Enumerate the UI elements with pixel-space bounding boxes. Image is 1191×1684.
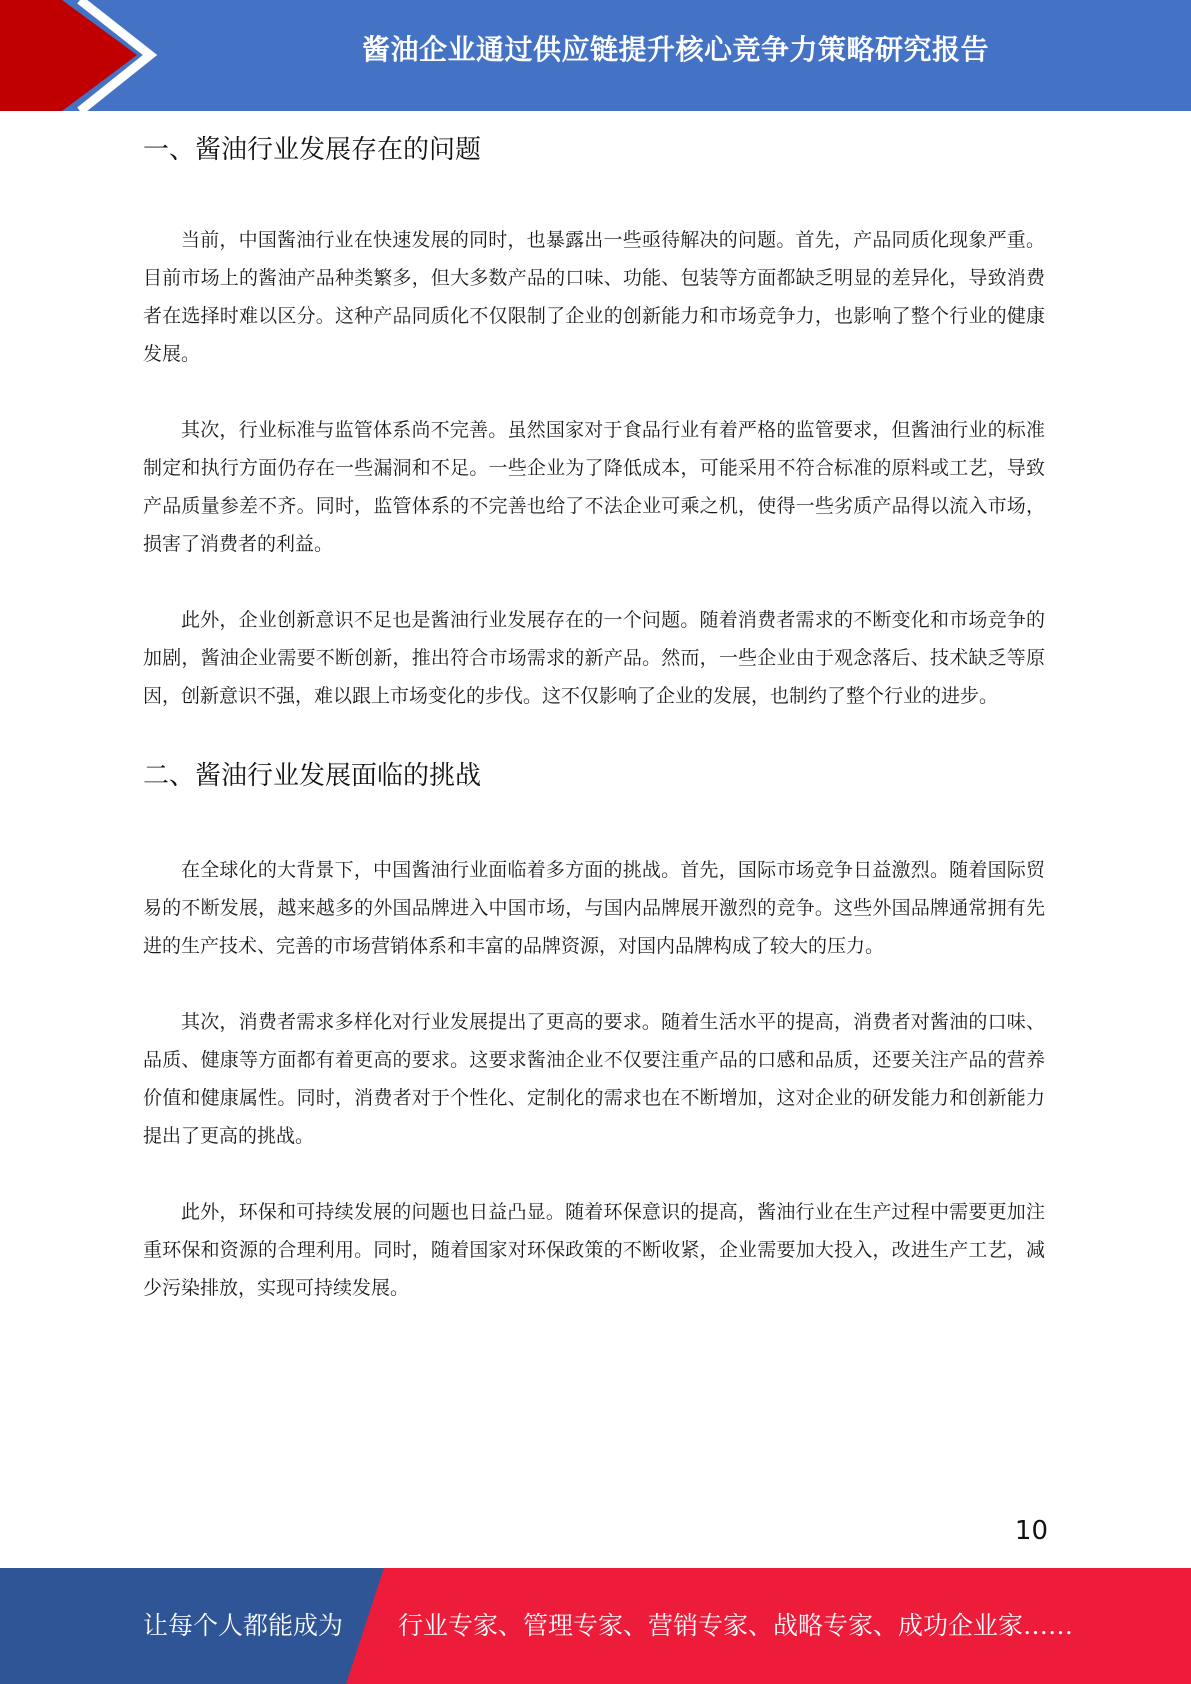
paragraph: 此外，企业创新意识不足也是酱油行业发展存在的一个问题。随着消费者需求的不断变化和市场竞争的加剧，酱油企业需要不断创新，推出符合市场需求的新产品。然而，一些企业由于观念落后、技术缺乏等原因，创新意识不强，难以跟上市场变化的步伐。这不仅影响了企业的发展，也制约了整个行业的进步。 <box>143 609 1045 707</box>
footer-slogan-right: 行业专家、管理专家、营销专家、战略专家、成功企业家…… <box>398 1611 1074 1640</box>
document-body <box>143 111 1045 1345</box>
paragraph: 此外，环保和可持续发展的问题也日益凸显。随着环保意识的提高，酱油行业在生产过程中需要更加注重环保和资源的合理利用。同时，随着国家对环保政策的不断收紧，企业需要加大投入，改进生产工艺，减少污染排放，实现可持续发展。 <box>143 1201 1045 1299</box>
section-heading-challenges: 二、酱油行业发展面临的挑战 <box>143 761 482 791</box>
report-title: 酱油企业通过供应链提升核心竞争力策略研究报告 <box>361 33 989 66</box>
header-banner <box>0 0 1191 111</box>
paragraph: 在全球化的大背景下，中国酱油行业面临着多方面的挑战。首先，国际市场竞争日益激烈。随着国际贸易的不断发展，越来越多的外国品牌进入中国市场，与国内品牌展开激烈的竞争。这些外国品牌通常拥有先进的生产技术、完善的市场营销体系和丰富的品牌资源，对国内品牌构成了较大的压力。 <box>143 859 1045 957</box>
section-heading-problems: 一、酱油行业发展存在的问题 <box>143 135 482 165</box>
page-number: 10 <box>1014 1516 1048 1546</box>
paragraph: 当前，中国酱油行业在快速发展的同时，也暴露出一些亟待解决的问题。首先，产品同质化现象严重。目前市场上的酱油产品种类繁多，但大多数产品的口味、功能、包装等方面都缺乏明显的差异化，导致消费者在选择时难以区分。这种产品同质化不仅限制了企业的创新能力和市场竞争力，也影响了整个行业的健康发展。 <box>143 229 1045 365</box>
paragraph: 其次，行业标准与监管体系尚不完善。虽然国家对于食品行业有着严格的监管要求，但酱油行业的标准制定和执行方面仍存在一些漏洞和不足。一些企业为了降低成本，可能采用不符合标准的原料或工艺，导致产品质量参差不齐。同时，监管体系的不完善也给了不法企业可乘之机，使得一些劣质产品得以流入市场，损害了消费者的利益。 <box>143 419 1045 555</box>
footer-slogan-left: 让每个人都能成为 <box>143 1611 344 1640</box>
footer-banner <box>0 1568 1191 1684</box>
paragraph: 其次，消费者需求多样化对行业发展提出了更高的要求。随着生活水平的提高，消费者对酱油的口味、品质、健康等方面都有着更高的要求。这要求酱油企业不仅要注重产品的口感和品质，还要关注产品的营养价值和健康属性。同时，消费者对于个性化、定制化的需求也在不断增加，这对企业的研发能力和创新能力提出了更高的挑战。 <box>143 1011 1045 1147</box>
